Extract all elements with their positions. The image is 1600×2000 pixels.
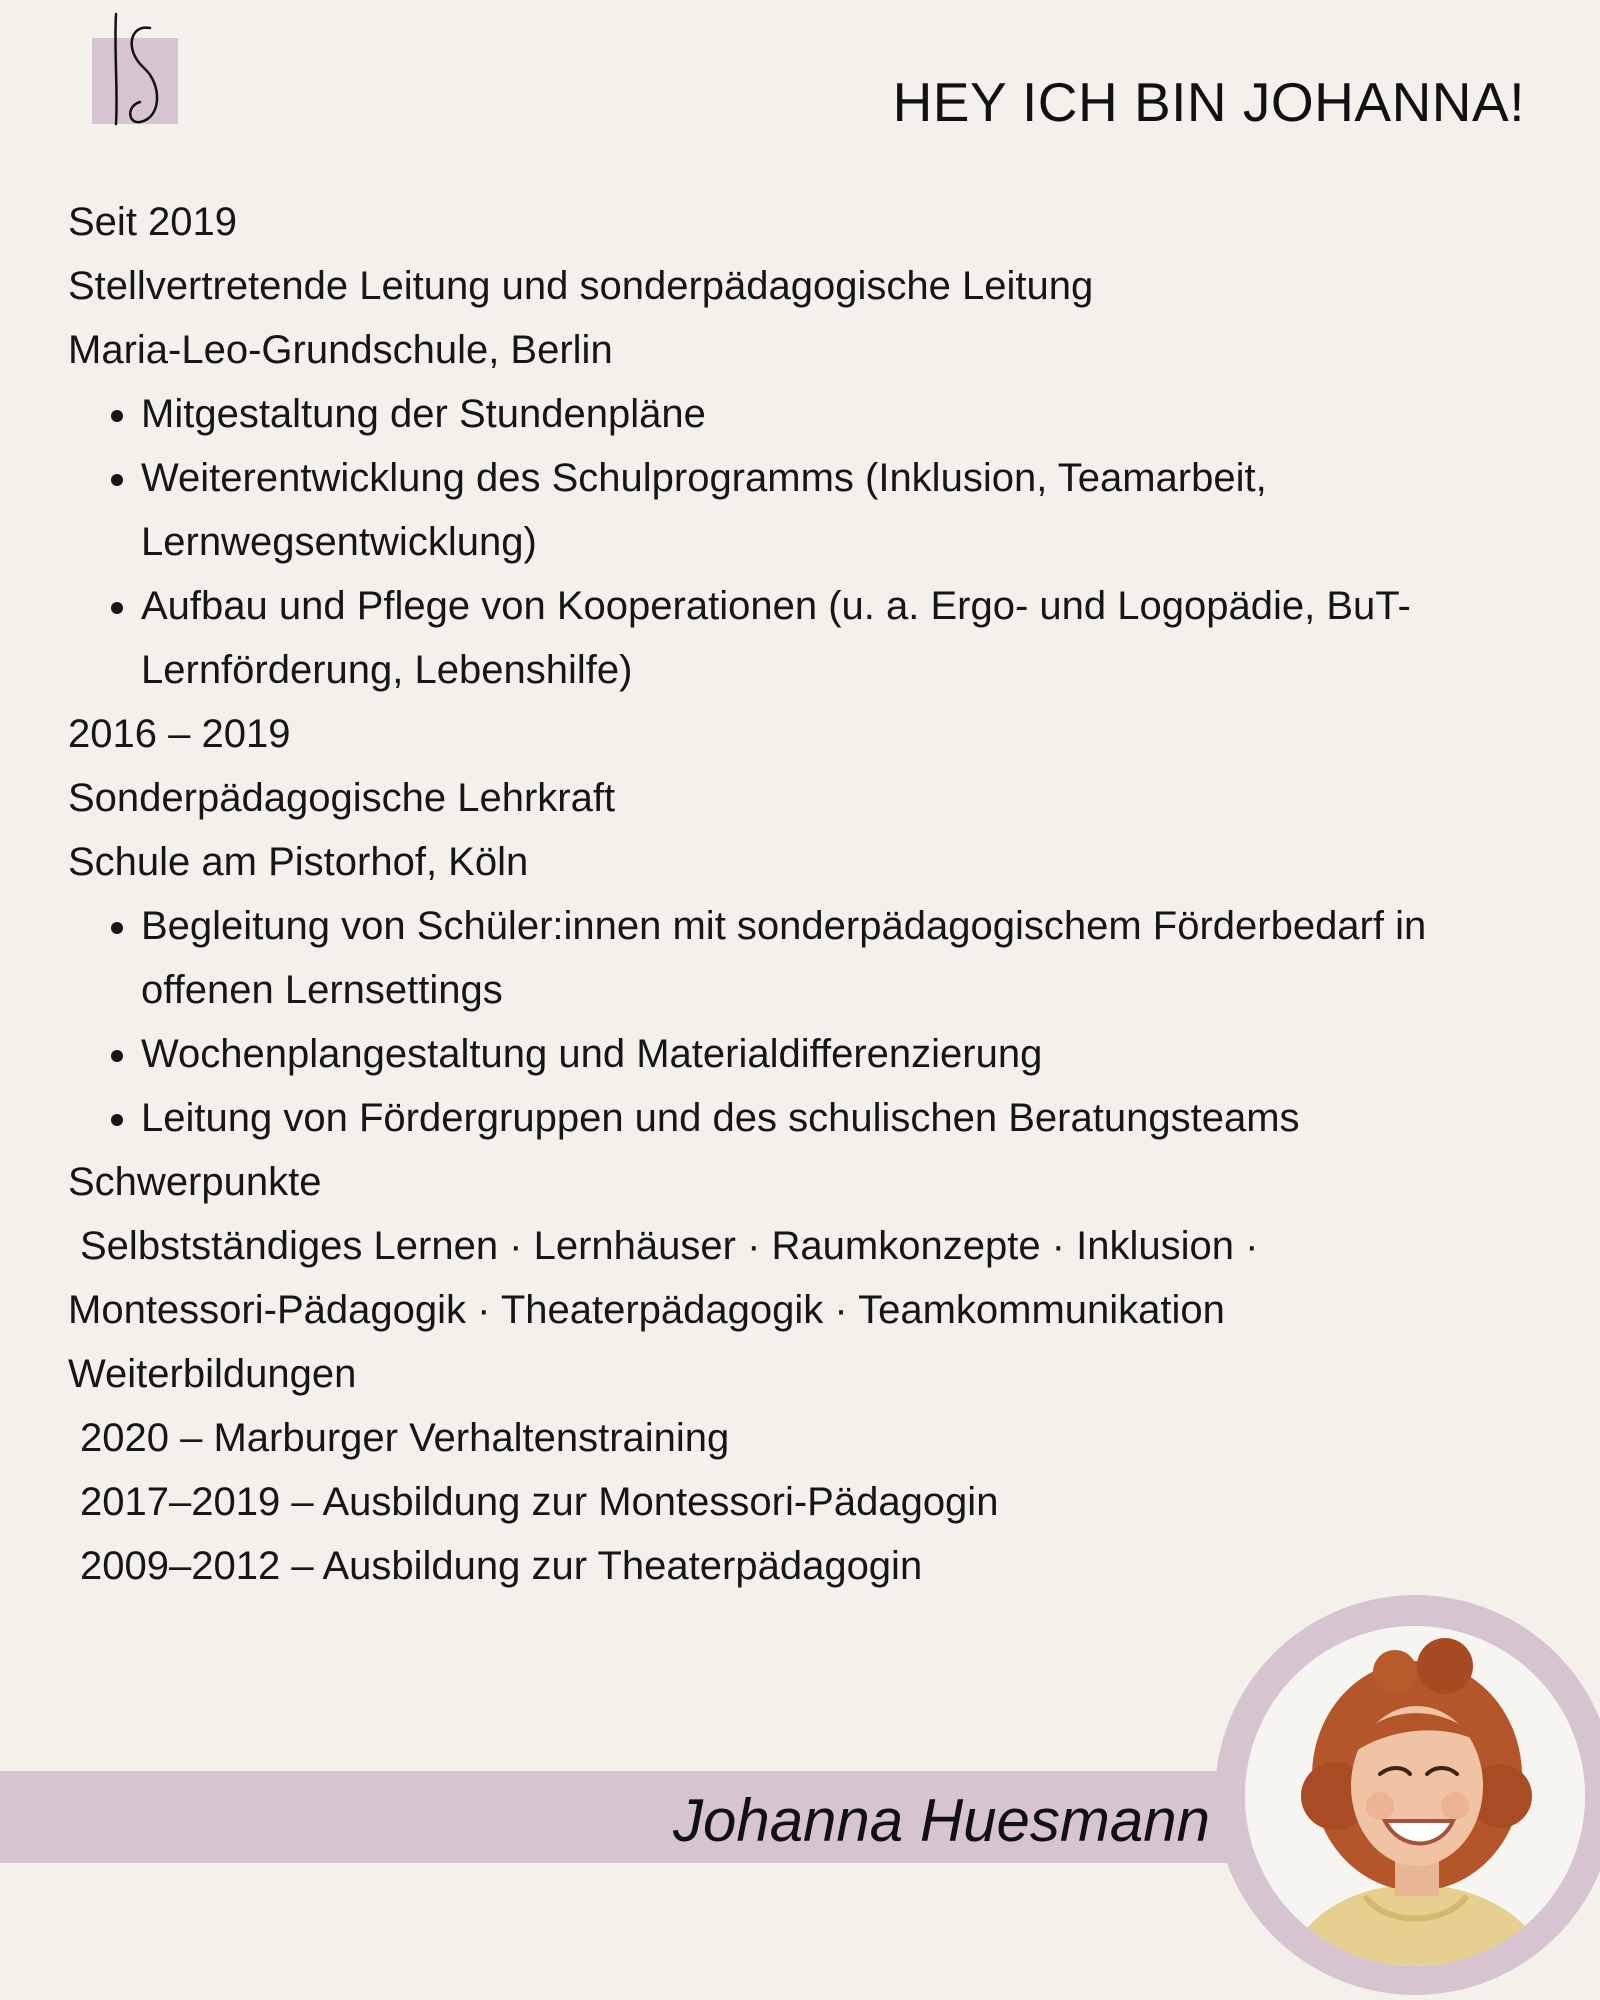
career-bullet bbox=[141, 574, 1468, 702]
career-bullet-text: Aufbau und Pflege von Kooperationen (u. a. Ergo- und Logopädie, BuT-Lernförderung, Lebenshilfe) bbox=[141, 584, 1411, 692]
focus-section bbox=[68, 1150, 1468, 1342]
career-bullet bbox=[141, 446, 1468, 574]
career-bullets bbox=[68, 382, 1468, 702]
headline: HEY ICH BIN JOHANNA! bbox=[892, 71, 1525, 133]
career-bullet: • Wochenplangestaltung und Materialdifferenzierung bbox=[141, 1022, 1468, 1086]
career-entry-berlin bbox=[68, 190, 1468, 702]
career-place: Maria-Leo-Grundschule, Berlin bbox=[68, 328, 613, 372]
career-role: Stellvertretende Leitung und sonderpädagogische Leitung bbox=[68, 264, 1094, 308]
focus-line-1: Selbstständiges Lernen · Lernhäuser · Raumkonzepte · Inklusion · bbox=[80, 1224, 1259, 1268]
logo-monogram-icon bbox=[92, 10, 182, 130]
portrait-photo bbox=[1245, 1626, 1585, 1966]
career-bullet: • Mitgestaltung der Stundenpläne bbox=[141, 382, 1468, 446]
career-bullets bbox=[68, 894, 1468, 1150]
career-bullet-text: Leitung von Fördergruppen und des schulischen Beratungsteams bbox=[141, 1096, 1300, 1140]
focus-line-2: Montessori-Pädagogik · Theaterpädagogik · Teamkommunikation bbox=[68, 1288, 1225, 1332]
training-section bbox=[68, 1342, 1468, 1598]
career-period: 2016 – 2019 bbox=[68, 712, 291, 756]
career-bullet-text: Begleitung von Schüler:innen mit sonderpädagogischem Förderbedarf in offenen Lernsettings bbox=[141, 904, 1427, 1012]
portrait-illustration bbox=[1245, 1626, 1585, 1966]
resume-content bbox=[68, 190, 1468, 1598]
career-bullet-text: Weiterentwicklung des Schulprogramms (Inklusion, Teamarbeit, Lernwegsentwicklung) bbox=[141, 456, 1267, 564]
training-item: 2017–2019 – Ausbildung zur Montessori-Pädagogin bbox=[80, 1480, 999, 1524]
training-heading: Weiterbildungen bbox=[68, 1352, 357, 1396]
training-item: 2020 – Marburger Verhaltenstraining bbox=[80, 1416, 730, 1460]
career-entry-koeln bbox=[68, 702, 1468, 1150]
career-period: Seit 2019 bbox=[68, 200, 238, 244]
career-bullet bbox=[141, 894, 1468, 1022]
career-place: Schule am Pistorhof, Köln bbox=[68, 840, 529, 884]
person-name: Johanna Huesmann bbox=[672, 1787, 1210, 1854]
focus-heading: Schwerpunkte bbox=[68, 1160, 322, 1204]
career-role: Sonderpädagogische Lehrkraft bbox=[68, 776, 616, 820]
career-bullet bbox=[141, 1086, 1468, 1150]
logo bbox=[92, 10, 182, 130]
training-item: 2009–2012 – Ausbildung zur Theaterpädagogin bbox=[80, 1544, 923, 1588]
